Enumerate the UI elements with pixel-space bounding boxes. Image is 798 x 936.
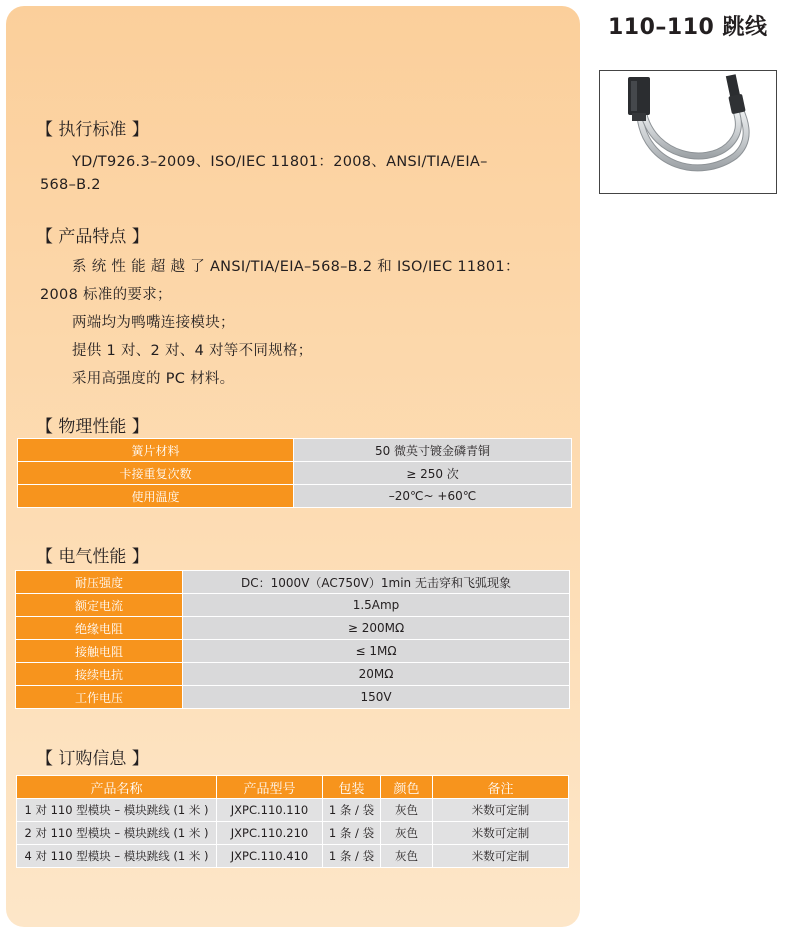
physical-table — [17, 438, 572, 508]
spec-label: 绝缘电阻 — [16, 617, 183, 640]
table-row — [16, 594, 570, 617]
spec-label: 工作电压 — [16, 686, 183, 709]
feature-line: 系 统 性 能 超 越 了 ANSI/TIA/EIA–568–B.2 和 ISO/IEC 11801： — [72, 259, 520, 275]
column-header: 产品型号 — [217, 776, 323, 799]
spec-label: 额定电流 — [16, 594, 183, 617]
package-cell: 1 条 / 袋 — [323, 799, 381, 822]
note-cell: 米数可定制 — [433, 822, 569, 845]
electrical-heading: 【 电气性能 】 — [36, 547, 149, 567]
product-name-cell: 1 对 110 型模块 – 模块跳线 (1 米 ) — [17, 799, 217, 822]
feature-line: 2008 标准的要求； — [40, 287, 172, 303]
package-cell: 1 条 / 袋 — [323, 845, 381, 868]
spec-value: 1.5Amp — [183, 594, 570, 617]
electrical-table — [15, 570, 570, 709]
spec-value: DC：1000V（AC750V）1min 无击穿和飞弧现象 — [183, 571, 570, 594]
table-row — [18, 485, 572, 508]
column-header: 备注 — [433, 776, 569, 799]
spec-value: –20℃~ +60℃ — [294, 485, 572, 508]
package-cell: 1 条 / 袋 — [323, 822, 381, 845]
standard-heading: 【 执行标准 】 — [36, 120, 149, 140]
spec-label: 耐压强度 — [16, 571, 183, 594]
table-row — [17, 799, 569, 822]
spec-value: 150V — [183, 686, 570, 709]
spec-value: 50 微英寸镀金磷青铜 — [294, 439, 572, 462]
table-row — [18, 439, 572, 462]
model-cell: JXPC.110.210 — [217, 822, 323, 845]
table-row — [18, 462, 572, 485]
spec-label: 卡接重复次数 — [18, 462, 294, 485]
feature-line: 采用高强度的 PC 材料。 — [72, 371, 235, 387]
model-cell: JXPC.110.110 — [217, 799, 323, 822]
spec-label: 接触电阻 — [16, 640, 183, 663]
standard-line: YD/T926.3–2009、ISO/IEC 11801：2008、ANSI/TIA/EIA– — [72, 154, 488, 170]
model-cell: JXPC.110.410 — [217, 845, 323, 868]
spec-label: 簧片材料 — [18, 439, 294, 462]
column-header: 产品名称 — [17, 776, 217, 799]
spec-value: 20MΩ — [183, 663, 570, 686]
note-cell: 米数可定制 — [433, 799, 569, 822]
product-photo — [599, 70, 777, 194]
table-row — [16, 663, 570, 686]
color-cell: 灰色 — [381, 799, 433, 822]
ordering-heading: 【 订购信息 】 — [36, 749, 149, 769]
color-cell: 灰色 — [381, 822, 433, 845]
physical-heading: 【 物理性能 】 — [36, 417, 149, 437]
table-header-row — [17, 776, 569, 799]
spec-label: 接续电抗 — [16, 663, 183, 686]
feature-line: 两端均为鸭嘴连接模块； — [72, 315, 235, 331]
table-row — [17, 845, 569, 868]
spec-value: ≥ 200MΩ — [183, 617, 570, 640]
table-row — [16, 640, 570, 663]
standard-line: 568–B.2 — [40, 177, 101, 193]
spec-value: ≤ 1MΩ — [183, 640, 570, 663]
color-cell: 灰色 — [381, 845, 433, 868]
product-name-cell: 4 对 110 型模块 – 模块跳线 (1 米 ) — [17, 845, 217, 868]
ordering-table — [16, 775, 569, 868]
table-row — [16, 686, 570, 709]
column-header: 颜色 — [381, 776, 433, 799]
feature-line: 提供 1 对、2 对、4 对等不同规格； — [72, 343, 313, 359]
note-cell: 米数可定制 — [433, 845, 569, 868]
column-header: 包装 — [323, 776, 381, 799]
product-title: 110–110 跳线 — [608, 15, 768, 40]
product-name-cell: 2 对 110 型模块 – 模块跳线 (1 米 ) — [17, 822, 217, 845]
table-row — [16, 571, 570, 594]
spec-label: 使用温度 — [18, 485, 294, 508]
features-heading: 【 产品特点 】 — [36, 227, 149, 247]
spec-value: ≥ 250 次 — [294, 462, 572, 485]
table-row — [17, 822, 569, 845]
table-row — [16, 617, 570, 640]
